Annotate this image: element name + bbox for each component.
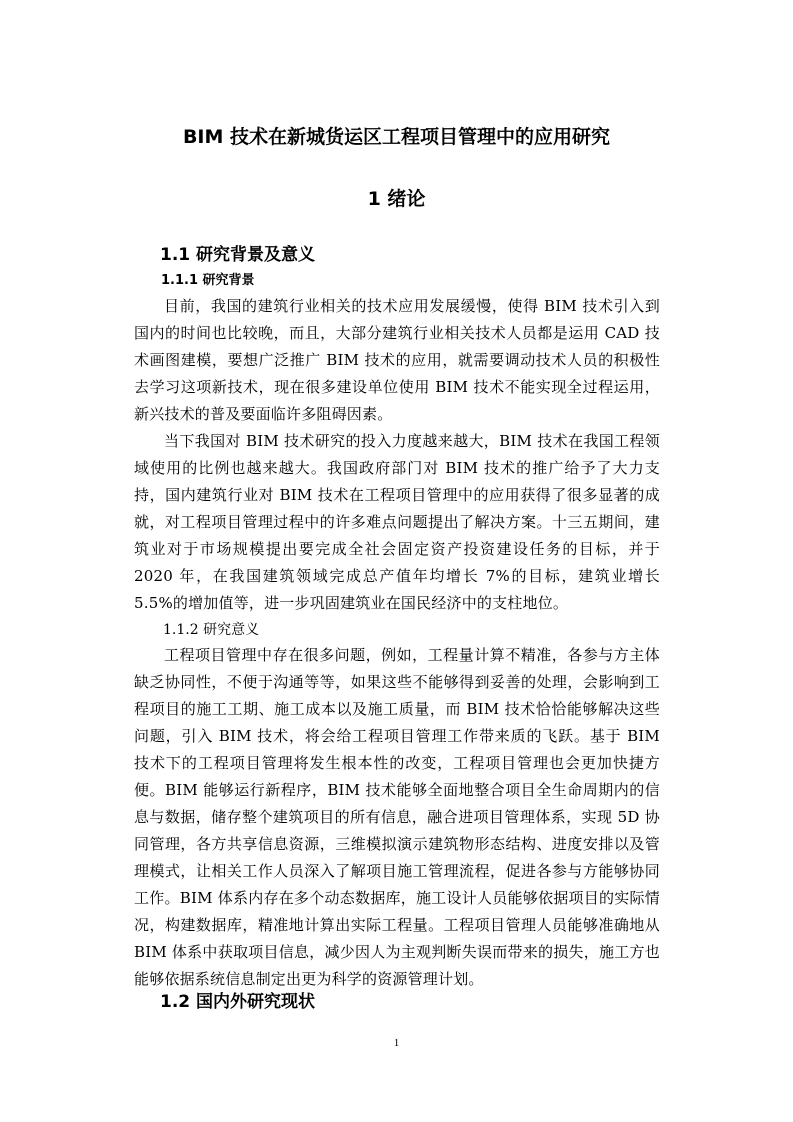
chapter-heading: 1 绪论 bbox=[367, 188, 426, 210]
paragraph-research-background-2: 当下我国对 BIM 技术研究的投入力度越来越大，BIM 技术在我国工程领域使用的比例也越来越大。我国政府部门对 BIM 技术的推广给予了大力支持，国内建筑行业对 BIM 技术在工程项目管理中的应用获得了很多显著的成就，对工程项目管理过程中的许多难点问题提出了解决方案。十三五期间，建筑业对于市场规模提出要完成全社会固定资产投资建设任务的目标，并于 2020 年，在我国建筑领域完成总产值年均增长 7%的目标，建筑业增长 5.5%的增加值等，进一步巩固建筑业在国民经济中的支柱地位。 bbox=[134, 432, 660, 612]
paragraph-research-significance: 工程项目管理中存在很多问题，例如，工程量计算不精准，各参与方主体缺乏协同性，不便于沟通等等，如果这些不能够得到妥善的处理，会影响到工程项目的施工工期、施工成本以及施工质量，而 BIM 技术恰恰能够解决这些问题，引入 BIM 技术，将会给工程项目管理工作带来质的飞跃。基于 BIM 技术下的工程项目管理将发生根本性的改变，工程项目管理也会更加快捷方便。BIM 能够运行新程序，BIM 技术能够全面地整合项目全生命周期内的信息与数据，储存整个建筑项目的所有信息，融合进项目管理体系，实现 5D 协同管理，各方共享信息资源，三维模拟演示建筑物形态结构、进度安排以及管理模式，让相关工作人员深入了解项目施工管理流程，促进各参与方能够协同工作。BIM 体系内存在多个动态数据库，施工设计人员能够依据项目的实际情况，构建数据库，精准地计算出实际工程量。工程项目管理人员能够准确地从 BIM 体系中获取项目信息，减少因人为主观判断失误而带来的损失，施工方也能够依据系统信息制定出更为科学的资源管理计划。 bbox=[134, 646, 660, 988]
paragraph-research-background-1: 目前，我国的建筑行业相关的技术应用发展缓慢，使得 BIM 技术引入到国内的时间也比较晚，而且，大部分建筑行业相关技术人员都是运用 CAD 技术画图建模，要想广泛推广 BIM 技术的应用，就需要调动技术人员的积极性去学习这项新技术，现在很多建设单位使用 BIM 技术不能实现全过程运用，新兴技术的普及要面临许多阻碍因素。 bbox=[134, 297, 660, 423]
section-heading-1-1: 1.1 研究背景及意义 bbox=[160, 245, 316, 265]
section-heading-1-2: 1.2 国内外研究现状 bbox=[160, 992, 316, 1012]
page-number: 1 bbox=[393, 1037, 400, 1049]
subsection-heading-1-1-1: 1.1.1 研究背景 bbox=[161, 273, 255, 288]
document-title: BIM 技术在新城货运区工程项目管理中的应用研究 bbox=[182, 126, 611, 148]
subsection-heading-1-1-2: 1.1.2 研究意义 bbox=[163, 622, 260, 638]
